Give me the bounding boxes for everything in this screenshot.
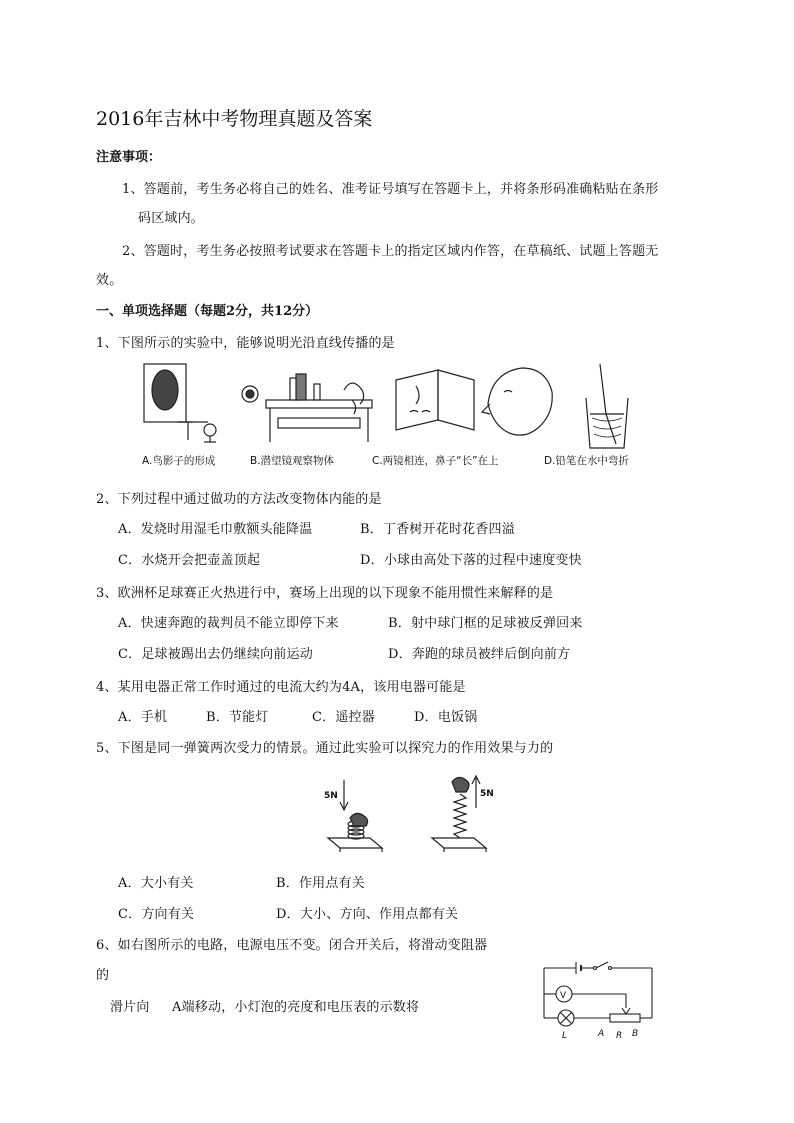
notice-item-1-line-1: 1、答题前，考生务必将自己的姓名、准考证号填写在答题卡上，并将条形码准确粘贴在条形 (122, 182, 659, 197)
caption-b: B.潜望镜观察物体 (250, 455, 335, 467)
question-6-circuit-diagram (534, 958, 664, 1046)
force-label-left: 5N (324, 791, 338, 801)
question-5-option-d: D．大小、方向、作用点都有关 (276, 907, 459, 922)
question-5-stem: 5、下图是同一弹簧两次受力的情景。通过此实验可以探究力的作用效果与力的 (96, 741, 554, 756)
question-2-option-c: C．水烧开会把壶盖顶起 (118, 553, 261, 568)
notice-item-2-line-1: 2、答题时，考生务必按照考试要求在答题卡上的指定区域内作答，在草稿纸、试题上答题无 (122, 244, 659, 259)
caption-c: C.两镜相连，鼻子“长”在上 (372, 455, 499, 467)
notice-label: 注意事项： (96, 150, 162, 165)
question-3-option-d: D．奔跑的球员被绊后倒向前方 (388, 647, 571, 662)
circuit-label-l: L (562, 1031, 568, 1041)
question-6-stem-line-2: 的 (96, 968, 110, 983)
question-3-option-b: B．射中球门框的足球被反弹回来 (388, 616, 583, 631)
question-3-option-c: C．足球被踢出去仍继续向前运动 (118, 647, 313, 662)
question-6-stem-line-1: 6、如右图所示的电路，电源电压不变。闭合开关后，将滑动变阻器 (96, 938, 488, 953)
section-heading-single-choice: 一、单项选择题（每题2分，共12分） (96, 304, 319, 319)
question-5-figure (320, 768, 500, 858)
question-5-option-b: B．作用点有关 (276, 876, 365, 891)
page-title: 2016年吉林中考物理真题及答案 (96, 108, 373, 130)
question-2-stem: 2、下列过程中通过做功的方法改变物体内能的是 (96, 492, 382, 507)
question-4-option-c: C．遥控器 (312, 710, 375, 725)
circuit-label-a: A (598, 1029, 605, 1039)
question-5-option-c: C．方向有关 (118, 907, 195, 922)
question-4-option-d: D．电饭锅 (414, 710, 478, 725)
circuit-label-v: V (560, 991, 567, 1001)
question-1-figure (138, 360, 662, 470)
question-4-option-b: B．节能灯 (206, 710, 269, 725)
question-4-option-a: A．手机 (118, 710, 168, 725)
question-2-option-a: A．发烧时用湿毛巾敷额头能降温 (118, 522, 313, 537)
question-2-option-d: D．小球由高处下落的过程中速度变快 (360, 553, 582, 568)
force-label-right: 5N (480, 789, 494, 799)
question-6-stem-line-3a: 滑片向 (110, 1000, 150, 1015)
question-2-option-b: B．丁香树开花时花香四溢 (360, 522, 515, 537)
question-6-stem-line-3b: A端移动，小灯泡的亮度和电压表的示数将 (172, 1000, 420, 1015)
notice-item-2-line-2: 效。 (96, 273, 123, 288)
caption-a: A.鸟影子的形成 (142, 455, 216, 467)
question-1-stem: 1、下图所示的实验中，能够说明光沿直线传播的是 (96, 336, 395, 351)
circuit-label-b: B (632, 1029, 639, 1039)
question-5-option-a: A．大小有关 (118, 876, 194, 891)
question-4-stem: 4、某用电器正常工作时通过的电流大约为4A，该用电器可能是 (96, 680, 466, 695)
circuit-label-r: R (616, 1031, 623, 1041)
question-3-option-a: A．快速奔跑的裁判员不能立即停下来 (118, 616, 339, 631)
notice-item-1-line-2: 码区域内。 (138, 211, 205, 226)
question-3-stem: 3、欧洲杯足球赛正火热进行中，赛场上出现的以下现象不能用惯性来解释的是 (96, 586, 554, 601)
caption-d: D.铅笔在水中弯折 (544, 455, 629, 467)
